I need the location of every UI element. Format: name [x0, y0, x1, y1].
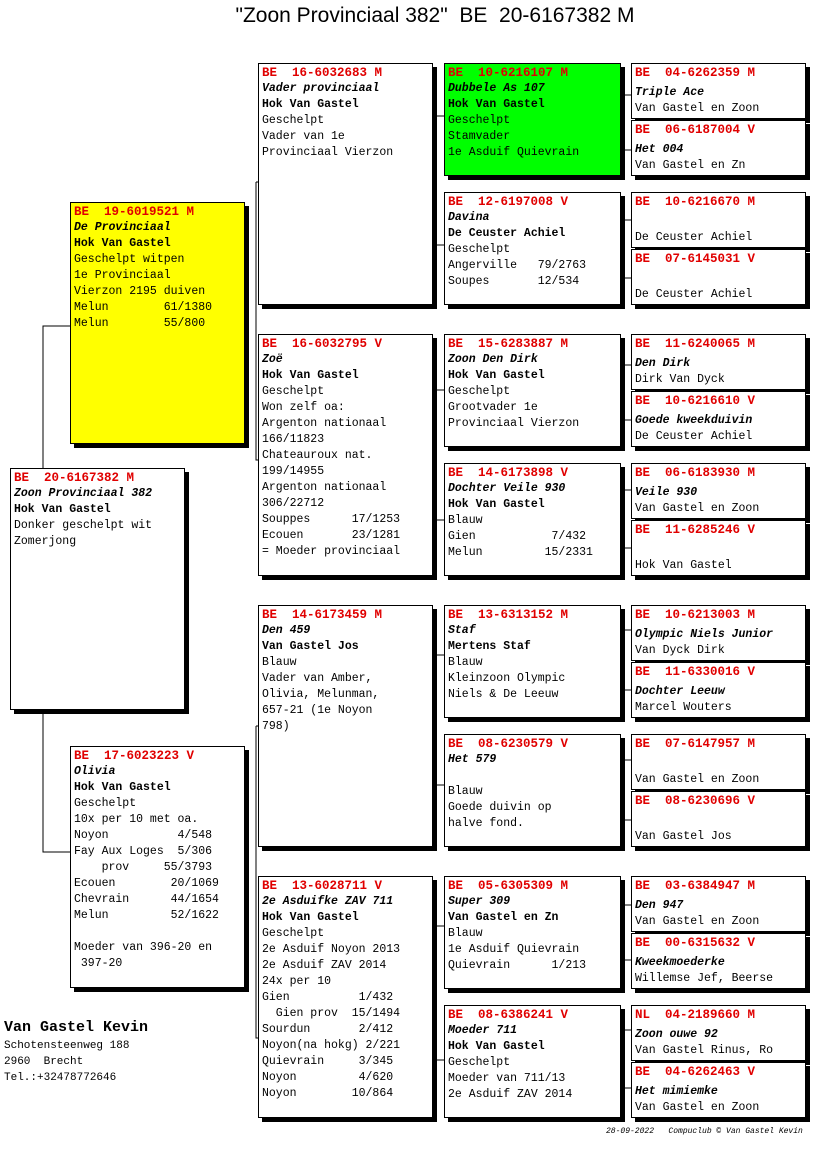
pigeon-name: Moeder 711 [448, 1024, 518, 1037]
note-line: Melun 61/1380 [74, 301, 213, 314]
breeder-name: Van Gastel Kevin [4, 1019, 149, 1036]
pigeon-name: Zoon Den Dirk [448, 353, 538, 366]
note-line: Vader van 1e [262, 130, 345, 143]
pigeon-owner: Van Gastel en Zn [635, 159, 746, 172]
pigeon-owner: Hok Van Gastel [74, 781, 171, 794]
pigeon-name: Veile 930 [635, 486, 698, 499]
pedigree-card-ffm[interactable] [444, 192, 621, 305]
pigeon-name: De Provinciaal [74, 221, 171, 234]
pedigree-card-g13[interactable] [631, 876, 806, 932]
pigeon-owner: De Ceuster Achiel [448, 227, 566, 240]
note-line: 24x per 10 [262, 975, 332, 988]
pigeon-owner: Van Gastel en Zoon [635, 773, 760, 786]
breeder-phone: Tel.:+32478772646 [4, 1072, 117, 1084]
pedigree-card-g5[interactable] [631, 334, 806, 390]
ring-number: BE 14-6173898 V [448, 466, 569, 480]
pigeon-name: Goede kweekduivin [635, 414, 753, 427]
pedigree-card-fmm[interactable] [444, 463, 621, 576]
pigeon-owner: De Ceuster Achiel [635, 231, 753, 244]
pigeon-name: Kweekmoederke [635, 956, 725, 969]
note-line: 657-21 (1e Noyon [262, 704, 373, 717]
note-line: 1e Asduif Quievrain [448, 146, 580, 159]
note-line: Geschelpt [74, 797, 137, 810]
ring-number: BE 04-6262463 V [635, 1065, 756, 1079]
pigeon-owner: Willemse Jef, Beerse [635, 972, 774, 985]
pigeon-owner: Van Gastel Jos [262, 640, 359, 653]
breeder-address: Schotensteenweg 188 [4, 1040, 130, 1052]
ring-number: BE 00-6315632 V [635, 936, 756, 950]
ring-number: BE 08-6386241 V [448, 1008, 569, 1022]
note-line: Blauw [262, 656, 297, 669]
note-line: Goede duivin op [448, 801, 552, 814]
note-line: halve fond. [448, 817, 524, 830]
pigeon-owner: Van Gastel en Zoon [635, 1101, 760, 1114]
ring-number: BE 16-6032683 M [262, 66, 383, 80]
note-line: Blauw [448, 927, 483, 940]
pedigree-card-g16[interactable] [631, 1062, 806, 1118]
pigeon-owner: Hok Van Gastel [448, 98, 545, 111]
note-line: Melun 55/800 [74, 317, 206, 330]
pigeon-owner: Hok Van Gastel [262, 369, 359, 382]
note-line: Gien 7/432 [448, 530, 587, 543]
note-line: Geschelpt [448, 1056, 511, 1069]
note-line: Zomerjong [14, 535, 77, 548]
pigeon-owner: De Ceuster Achiel [635, 430, 753, 443]
pigeon-owner: De Ceuster Achiel [635, 288, 753, 301]
ring-number: BE 20-6167382 M [14, 471, 135, 485]
note-line [74, 924, 241, 940]
ring-number: BE 19-6019521 M [74, 205, 195, 219]
pigeon-owner: Van Gastel en Zoon [635, 502, 760, 515]
ring-number: BE 13-6313152 M [448, 608, 569, 622]
pigeon-name: Dochter Veile 930 [448, 482, 566, 495]
pigeon-owner: Van Gastel en Zoon [635, 102, 760, 115]
pedigree-card-mfm[interactable] [444, 734, 621, 847]
pedigree-card-g1[interactable] [631, 63, 806, 119]
pedigree-card-mother[interactable] [70, 746, 245, 988]
note-line: prov 55/3793 [74, 861, 213, 874]
pigeon-owner: Van Dyck Dirk [635, 644, 725, 657]
note-line: Chateauroux nat. [262, 449, 373, 462]
pigeon-owner: Van Gastel en Zoon [635, 915, 760, 928]
note-line: Gien 1/432 [262, 991, 394, 1004]
pedigree-card-g3[interactable] [631, 192, 806, 248]
pigeon-owner: Hok Van Gastel [448, 1040, 545, 1053]
note-line: Geschelpt [448, 385, 511, 398]
pedigree-card-g15[interactable] [631, 1005, 806, 1061]
pigeon-name: Den 459 [262, 624, 311, 637]
ring-number: BE 10-6216107 M [448, 66, 569, 80]
ring-number: BE 06-6183930 M [635, 466, 756, 480]
note-line: Vader van Amber, [262, 672, 373, 685]
pedigree-card-mmm[interactable] [444, 1005, 621, 1118]
note-line: Argenton nationaal [262, 417, 387, 430]
pedigree-card-g7[interactable] [631, 463, 806, 519]
pigeon-name: Triple Ace [635, 86, 705, 99]
breeder-city: 2960 Brecht [4, 1056, 84, 1068]
note-line: 1e Provinciaal [74, 269, 171, 282]
pedigree-card-g10[interactable] [631, 662, 806, 718]
pedigree-card-subject[interactable] [10, 468, 185, 710]
pigeon-name: Super 309 [448, 895, 511, 908]
pedigree-card-g11[interactable] [631, 734, 806, 790]
note-line: Melun 15/2331 [448, 546, 593, 559]
pigeon-owner: Hok Van Gastel [14, 503, 111, 516]
note-line: Sourdun 2/412 [262, 1023, 394, 1036]
note-line: 166/11823 [262, 433, 325, 446]
note-line: 199/14955 [262, 465, 325, 478]
ring-number: BE 15-6283887 M [448, 337, 569, 351]
pigeon-name: Zoon Provinciaal 382 [14, 487, 153, 500]
footer-credit: 28-09-2022 Compuclub © Van Gastel Kevin [606, 1127, 803, 1136]
pigeon-owner: Hok Van Gastel [74, 237, 171, 250]
ring-number: BE 05-6305309 M [448, 879, 569, 893]
pigeon-name: Dubbele As 107 [448, 82, 545, 95]
note-line: Vierzon 2195 duiven [74, 285, 206, 298]
ring-number: NL 04-2189660 M [635, 1008, 756, 1022]
pigeon-name: Davina [448, 211, 490, 224]
note-line: Won zelf oa: [262, 401, 345, 414]
note-line: Donker geschelpt wit [14, 519, 153, 532]
pigeon-name: Staf [448, 624, 476, 637]
note-line: Ecouen 23/1281 [262, 529, 401, 542]
pedigree-card-g2[interactable] [631, 120, 806, 176]
pigeon-name: 2e Asduifke ZAV 711 [262, 895, 394, 908]
ring-number: BE 11-6240065 M [635, 337, 756, 351]
pigeon-name: Olympic Niels Junior [635, 628, 774, 641]
ring-number: BE 10-6216610 V [635, 394, 756, 408]
note-line: Geschelpt [448, 114, 511, 127]
note-line: Geschelpt [262, 385, 325, 398]
note-line: Olivia, Melunman, [262, 688, 380, 701]
pigeon-name [635, 756, 802, 772]
note-line: Blauw [448, 785, 483, 798]
note-line: Fay Aux Loges 5/306 [74, 845, 213, 858]
ring-number: BE 07-6147957 M [635, 737, 756, 751]
note-line: Geschelpt witpen [74, 253, 185, 266]
pigeon-owner: Marcel Wouters [635, 701, 732, 714]
note-line: Provinciaal Vierzon [262, 146, 394, 159]
pigeon-owner: Van Gastel Rinus, Ro [635, 1044, 774, 1057]
note-line: Noyon(na hokg) 2/221 [262, 1039, 401, 1052]
pedigree-card-g6[interactable] [631, 391, 806, 447]
pigeon-name: Den Dirk [635, 357, 691, 370]
note-line: 397-20 [74, 957, 123, 970]
note-line: Moeder van 396-20 en [74, 941, 213, 954]
ring-number: BE 07-6145031 V [635, 252, 756, 266]
ring-number: BE 11-6285246 V [635, 523, 756, 537]
ring-number: BE 17-6023223 V [74, 749, 195, 763]
note-line: Grootvader 1e [448, 401, 538, 414]
note-line: 2e Asduif ZAV 2014 [262, 959, 387, 972]
pigeon-name: Het 004 [635, 143, 684, 156]
pedigree-card-mm[interactable] [258, 876, 433, 1118]
pigeon-name: Vader provinciaal [262, 82, 380, 95]
note-line: Provinciaal Vierzon [448, 417, 580, 430]
note-line: Blauw [448, 514, 483, 527]
pedigree-card-father[interactable] [70, 202, 245, 444]
ring-number: BE 14-6173459 M [262, 608, 383, 622]
pigeon-name: Dochter Leeuw [635, 685, 725, 698]
note-line: Souppes 17/1253 [262, 513, 401, 526]
pedigree-card-mmf[interactable] [444, 876, 621, 989]
pedigree-card-fff[interactable] [444, 63, 621, 176]
pigeon-name: Olivia [74, 765, 116, 778]
ring-number: BE 10-6213003 M [635, 608, 756, 622]
ring-number: BE 03-6384947 M [635, 879, 756, 893]
note-line: Stamvader [448, 130, 511, 143]
pigeon-name: Het 579 [448, 753, 497, 766]
note-line: Noyon 4/620 [262, 1071, 394, 1084]
note-line: Geschelpt [262, 114, 325, 127]
note-line: Blauw [448, 656, 483, 669]
note-line: 798) [262, 720, 290, 733]
pedigree-card-g4[interactable] [631, 249, 806, 305]
note-line: 2e Asduif Noyon 2013 [262, 943, 401, 956]
pedigree-card-ff[interactable] [258, 63, 433, 305]
pedigree-card-fm[interactable] [258, 334, 433, 576]
pigeon-owner [448, 768, 617, 784]
pigeon-owner: Van Gastel en Zn [448, 911, 559, 924]
note-line: Noyon 10/864 [262, 1087, 394, 1100]
pedigree-card-g12[interactable] [631, 791, 806, 847]
note-line: 2e Asduif ZAV 2014 [448, 1088, 573, 1101]
pigeon-owner: Hok Van Gastel [635, 559, 732, 572]
pigeon-name [635, 214, 802, 230]
note-line: 1e Asduif Quievrain [448, 943, 580, 956]
pigeon-owner: Mertens Staf [448, 640, 531, 653]
note-line: Chevrain 44/1654 [74, 893, 219, 906]
note-line: Gien prov 15/1494 [262, 1007, 401, 1020]
ring-number: BE 08-6230579 V [448, 737, 569, 751]
pigeon-owner: Van Gastel Jos [635, 830, 732, 843]
note-line: Melun 52/1622 [74, 909, 219, 922]
ring-number: BE 06-6187004 V [635, 123, 756, 137]
pigeon-owner: Hok Van Gastel [448, 498, 545, 511]
ring-number: BE 11-6330016 V [635, 665, 756, 679]
ring-number: BE 04-6262359 M [635, 66, 756, 80]
pigeon-name [635, 271, 802, 287]
note-line: Niels & De Leeuw [448, 688, 559, 701]
note-line: Noyon 4/548 [74, 829, 213, 842]
note-line: Kleinzoon Olympic [448, 672, 566, 685]
ring-number: BE 10-6216670 M [635, 195, 756, 209]
note-line: Quievrain 1/213 [448, 959, 587, 972]
note-line: 10x per 10 met oa. [74, 813, 199, 826]
ring-number: BE 08-6230696 V [635, 794, 756, 808]
note-line: Angerville 79/2763 [448, 259, 587, 272]
pedigree-card-mf[interactable] [258, 605, 433, 847]
pedigree-card-fmf[interactable] [444, 334, 621, 447]
note-line: Geschelpt [262, 927, 325, 940]
note-line: Soupes 12/534 [448, 275, 580, 288]
ring-number: BE 16-6032795 V [262, 337, 383, 351]
note-line: Quievrain 3/345 [262, 1055, 394, 1068]
pigeon-owner: Dirk Van Dyck [635, 373, 725, 386]
note-line: Moeder van 711/13 [448, 1072, 566, 1085]
pigeon-owner: Hok Van Gastel [448, 369, 545, 382]
pigeon-name [635, 813, 802, 829]
pigeon-name: Zoë [262, 353, 283, 366]
pigeon-name: Zoon ouwe 92 [635, 1028, 718, 1041]
pigeon-owner: Hok Van Gastel [262, 98, 359, 111]
pigeon-name [635, 542, 802, 558]
pigeon-owner: Hok Van Gastel [262, 911, 359, 924]
note-line: Geschelpt [448, 243, 511, 256]
pigeon-name: Den 947 [635, 899, 684, 912]
pedigree-card-g8[interactable] [631, 520, 806, 576]
pedigree-card-mff[interactable] [444, 605, 621, 718]
pedigree-card-g9[interactable] [631, 605, 806, 661]
ring-number: BE 12-6197008 V [448, 195, 569, 209]
note-line: Ecouen 20/1069 [74, 877, 219, 890]
breeder-info [4, 1018, 148, 1086]
note-line: Argenton nationaal [262, 481, 387, 494]
note-line: 306/22712 [262, 497, 325, 510]
page-title: "Zoon Provinciaal 382" BE 20-6167382 M [235, 4, 635, 27]
pigeon-name: Het mimiemke [635, 1085, 718, 1098]
ring-number: BE 13-6028711 V [262, 879, 383, 893]
pedigree-card-g14[interactable] [631, 933, 806, 989]
note-line: = Moeder provinciaal [262, 545, 401, 558]
